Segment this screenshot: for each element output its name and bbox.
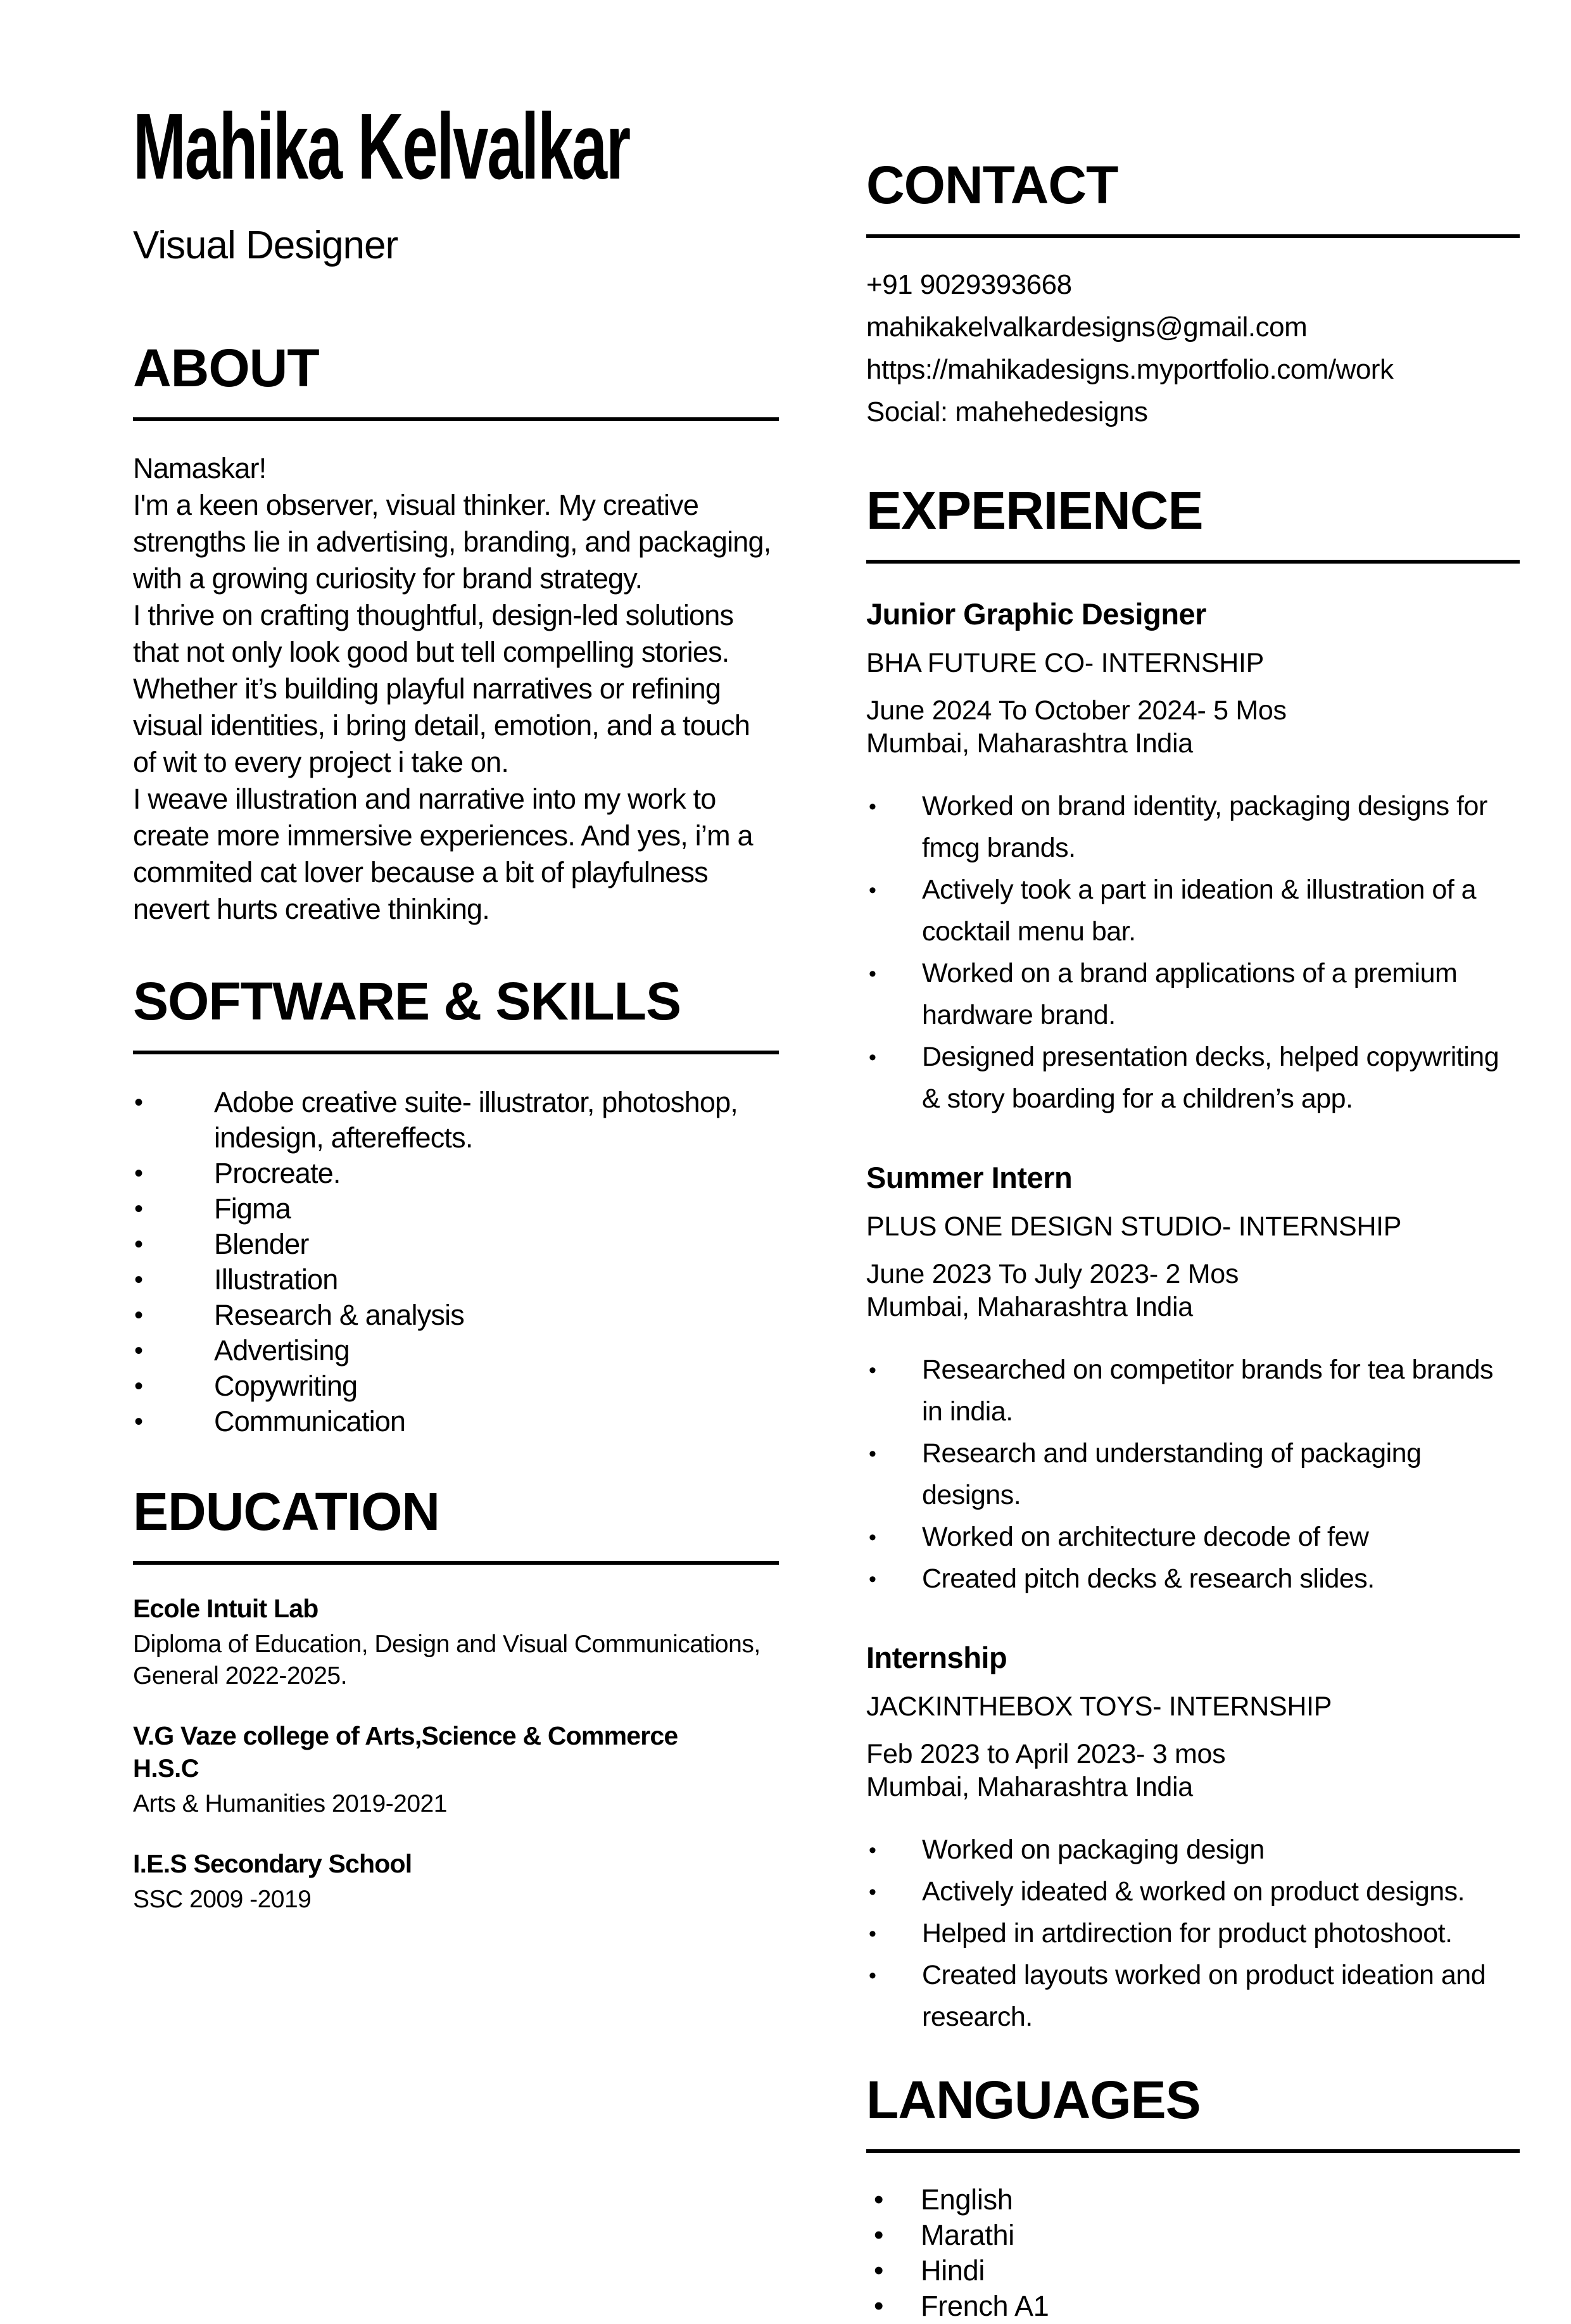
job-bullet: • Researched on competitor brands for tea brands in india. <box>866 1349 1520 1432</box>
education-detail: Diploma of Education, Design and Visual Communications, General 2022-2025. <box>133 1630 760 1689</box>
job-location: Mumbai, Maharashtra India <box>866 728 1193 759</box>
skill-item: • Adobe creative suite- illustrator, photoshop, indesign, aftereffects. <box>133 1085 779 1156</box>
about-paragraph: I thrive on crafting thoughtful, design-led solutions that not only look good but tell compelling stories. Whether it’s building playful narratives or refining visual identities, i bring detail, emotion, and a touch of wit to every project i take on. <box>133 598 750 778</box>
skill-item: • Copywriting <box>133 1368 779 1404</box>
job-bullet-list <box>866 1349 1520 1600</box>
skill-item: • Procreate. <box>133 1156 779 1191</box>
job-bullet-list <box>866 1829 1520 2038</box>
skill-item: • Figma <box>133 1191 779 1227</box>
section-about <box>133 338 779 928</box>
job-bullet: • Research and understanding of packaging designs. <box>866 1432 1520 1516</box>
job-dates: June 2024 To October 2024- 5 Mos <box>866 695 1287 726</box>
about-divider <box>133 417 779 421</box>
language-item: • Marathi <box>866 2218 1520 2253</box>
right-column <box>866 0 1520 2324</box>
job-bullet: • Worked on brand identity, packaging designs for fmcg brands. <box>866 785 1520 869</box>
section-education <box>133 1481 779 1916</box>
language-item: • Hindi <box>866 2253 1520 2289</box>
person-job-title: Visual Designer <box>133 223 398 267</box>
education-school: V.G Vaze college of Arts,Science & Commerce <box>133 1721 678 1750</box>
job-title: Summer Intern <box>866 1161 1073 1194</box>
skill-item: • Communication <box>133 1404 779 1439</box>
education-entry <box>133 1849 779 1916</box>
section-contact <box>866 155 1520 433</box>
contact-line: Social: mahehedesigns <box>866 396 1148 427</box>
contact-divider <box>866 234 1520 238</box>
section-experience <box>866 481 1520 2038</box>
skill-item: • Research & analysis <box>133 1298 779 1333</box>
job-bullet: • Actively ideated & worked on product designs. <box>866 1871 1520 1912</box>
experience-job <box>866 1640 1520 2038</box>
education-detail: SSC 2009 -2019 <box>133 1885 312 1913</box>
language-item: • English <box>866 2182 1520 2218</box>
languages-heading: LANGUAGES <box>866 2070 1201 2130</box>
skill-item: • Advertising <box>133 1333 779 1368</box>
job-location: Mumbai, Maharashtra India <box>866 1292 1193 1322</box>
about-paragraph: Namaskar! <box>133 452 267 484</box>
skills-list <box>133 1085 779 1439</box>
contact-line: https://mahikadesigns.myportfolio.com/work <box>866 354 1394 385</box>
skills-heading: SOFTWARE & SKILLS <box>133 971 681 1031</box>
experience-job <box>866 1160 1520 1600</box>
education-entry <box>133 1721 779 1820</box>
person-name: Mahika Kelvalkar <box>133 94 630 199</box>
about-heading: ABOUT <box>133 338 319 398</box>
contact-heading: CONTACT <box>866 155 1118 215</box>
job-dates: June 2023 To July 2023- 2 Mos <box>866 1259 1239 1289</box>
experience-divider <box>866 560 1520 564</box>
job-bullet: • Worked on a brand applications of a premium hardware brand. <box>866 952 1520 1036</box>
skill-item: • Illustration <box>133 1262 779 1298</box>
section-skills <box>133 971 779 1439</box>
job-bullet: • Worked on packaging design <box>866 1829 1520 1871</box>
section-languages <box>866 2070 1520 2324</box>
language-item: • French A1 <box>866 2289 1520 2324</box>
education-divider <box>133 1561 779 1565</box>
job-bullet: • Designed presentation decks, helped copywriting & story boarding for a children’s app. <box>866 1036 1520 1120</box>
job-company: PLUS ONE DESIGN STUDIO- INTERNSHIP <box>866 1211 1402 1242</box>
experience-job <box>866 597 1520 1120</box>
job-title: Junior Graphic Designer <box>866 597 1206 631</box>
job-bullet: • Created layouts worked on product ideation and research. <box>866 1954 1520 2038</box>
skill-item: • Blender <box>133 1227 779 1262</box>
languages-divider <box>866 2149 1520 2153</box>
about-paragraph: I weave illustration and narrative into my work to create more immersive experiences. And yes, i’m a commited cat lover because a bit of playfulness nevert hurts creative thinking. <box>133 782 753 925</box>
job-title: Internship <box>866 1641 1007 1674</box>
job-bullet: • Actively took a part in ideation & illustration of a cocktail menu bar. <box>866 869 1520 952</box>
contact-list <box>866 263 1520 433</box>
languages-list <box>866 2182 1520 2324</box>
job-bullet-list <box>866 785 1520 1120</box>
left-column <box>133 0 779 1916</box>
job-dates: Feb 2023 to April 2023- 3 mos <box>866 1739 1226 1769</box>
skills-divider <box>133 1051 779 1054</box>
job-location: Mumbai, Maharashtra India <box>866 1772 1193 1802</box>
education-school: I.E.S Secondary School <box>133 1848 412 1878</box>
education-detail: Arts & Humanities 2019-2021 <box>133 1790 447 1817</box>
job-bullet: • Created pitch decks & research slides. <box>866 1558 1520 1600</box>
job-company: JACKINTHEBOX TOYS- INTERNSHIP <box>866 1691 1332 1722</box>
education-entry <box>133 1594 779 1692</box>
about-text <box>133 450 779 928</box>
job-bullet: • Helped in artdirection for product photoshoot. <box>866 1912 1520 1954</box>
job-company: BHA FUTURE CO- INTERNSHIP <box>866 648 1264 678</box>
education-heading: EDUCATION <box>133 1481 440 1541</box>
job-bullet: • Worked on architecture decode of few <box>866 1516 1520 1558</box>
education-school: Ecole Intuit Lab <box>133 1593 319 1623</box>
education-degree: H.S.C <box>133 1754 199 1783</box>
contact-line: mahikakelvalkardesigns@gmail.com <box>866 312 1308 343</box>
contact-line: +91 9029393668 <box>866 269 1072 300</box>
experience-heading: EXPERIENCE <box>866 481 1203 540</box>
about-paragraph: I'm a keen observer, visual thinker. My creative strengths lie in advertising, branding, and packaging, with a growing curiosity for brand strategy. <box>133 488 771 595</box>
